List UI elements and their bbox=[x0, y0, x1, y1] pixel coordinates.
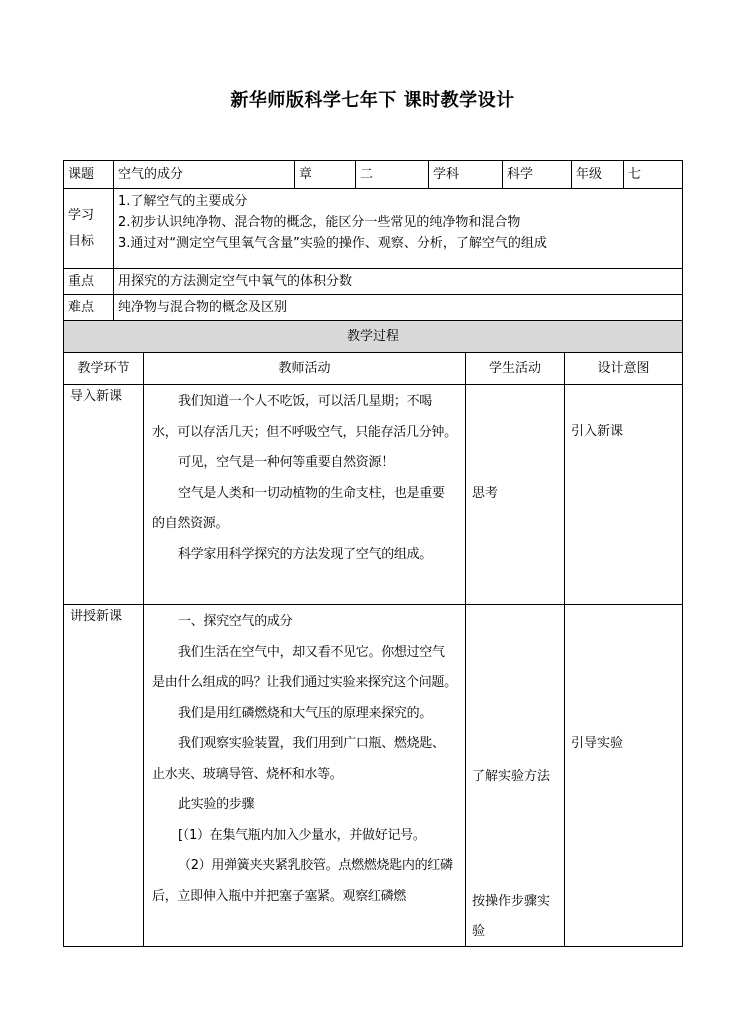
lesson-info-table bbox=[63, 160, 683, 321]
teacher-activity-lecture bbox=[144, 605, 466, 947]
difficulty-value: 纯净物与混合物的概念及区别 bbox=[114, 295, 683, 321]
design-intent-lecture bbox=[565, 605, 683, 947]
topic-label: 课题 bbox=[64, 161, 114, 189]
difficulty-row bbox=[64, 295, 683, 321]
subject-label: 学科 bbox=[429, 161, 503, 189]
paragraph: [（1）在集气瓶内加入少量水，并做好记号。 bbox=[178, 827, 426, 843]
design-intent-text: 引导实验 bbox=[571, 736, 624, 751]
col-header-intent: 设计意图 bbox=[565, 353, 683, 385]
student-activity-text: 了解实验方法 bbox=[472, 769, 551, 784]
topic-value: 空气的成分 bbox=[114, 161, 295, 189]
paragraph: 我们知道一个人不吃饭，可以活几星期；不喝水，可以存活几天；但不呼吸空气，只能存活几分钟。 bbox=[152, 394, 457, 440]
chapter-value: 二 bbox=[356, 161, 429, 189]
col-header-student: 学生活动 bbox=[466, 353, 565, 385]
difficulty-label: 难点 bbox=[64, 295, 114, 321]
grade-label: 年级 bbox=[572, 161, 624, 189]
paragraph: 此实验的步骤 bbox=[178, 797, 255, 812]
column-header-row bbox=[64, 353, 683, 385]
goals-label: 学习 目标 bbox=[64, 189, 114, 269]
intro-row bbox=[64, 385, 683, 605]
col-header-teacher: 教师活动 bbox=[144, 353, 466, 385]
teaching-process-table bbox=[63, 320, 683, 947]
student-activity-text: 思考 bbox=[472, 486, 499, 501]
stage-intro: 导入新课 bbox=[64, 385, 144, 605]
key-point-label: 重点 bbox=[64, 269, 114, 295]
paragraph: 我们生活在空气中，却又看不见它。你想过空气是由什么组成的吗？让我们通过实验来探究这个问题。 bbox=[152, 644, 457, 690]
paragraph: 可见，空气是一种何等重要自然资源！ bbox=[178, 455, 394, 470]
paragraph: （2）用弹簧夹夹紧乳胶管。点燃燃烧匙内的红磷后，立即伸入瓶中并把塞子塞紧。观察红磷燃 bbox=[152, 858, 453, 904]
teacher-activity-intro bbox=[144, 385, 466, 605]
paragraph: 我们观察实验装置，我们用到广口瓶、燃烧匙、止水夹、玻璃导管、烧杯和水等。 bbox=[152, 736, 445, 782]
section-title: 教学过程 bbox=[64, 321, 683, 353]
col-header-stage: 教学环节 bbox=[64, 353, 144, 385]
goal-item: 3.通过对“测定空气里氧气含量”实验的操作、观察、分析，了解空气的组成 bbox=[118, 236, 547, 251]
student-activity-text: 验 bbox=[472, 924, 486, 939]
goal-item: 1.了解空气的主要成分 bbox=[118, 194, 248, 209]
student-activity-text: 按操作步骤实 bbox=[472, 894, 551, 909]
student-activity-intro bbox=[466, 385, 565, 605]
paragraph: 空气是人类和一切动植物的生命支柱，也是重要的自然资源。 bbox=[152, 485, 445, 531]
goals-row bbox=[64, 189, 683, 269]
paragraph: 一、探究空气的成分 bbox=[178, 614, 293, 629]
chapter-label: 章 bbox=[295, 161, 356, 189]
design-intent-intro bbox=[565, 385, 683, 605]
goal-item: 2.初步认识纯净物、混合物的概念，能区分一些常见的纯净物和混合物 bbox=[118, 215, 521, 230]
design-intent-text: 引入新课 bbox=[571, 424, 624, 439]
lecture-row bbox=[64, 605, 683, 947]
topic-row bbox=[64, 161, 683, 189]
paragraph: 科学家用科学探究的方法发现了空气的组成。 bbox=[178, 546, 433, 562]
grade-value: 七 bbox=[624, 161, 683, 189]
page-title: 新华师版科学七年下 课时教学设计 bbox=[230, 90, 515, 111]
goals-list bbox=[114, 189, 683, 269]
key-point-value: 用探究的方法测定空气中氧气的体积分数 bbox=[114, 269, 683, 295]
subject-value: 科学 bbox=[503, 161, 572, 189]
paragraph: 我们是用红磷燃烧和大气压的原理来探究的。 bbox=[178, 705, 433, 721]
stage-lecture: 讲授新课 bbox=[64, 605, 144, 947]
process-header-row bbox=[64, 321, 683, 353]
key-point-row bbox=[64, 269, 683, 295]
student-activity-lecture bbox=[466, 605, 565, 947]
